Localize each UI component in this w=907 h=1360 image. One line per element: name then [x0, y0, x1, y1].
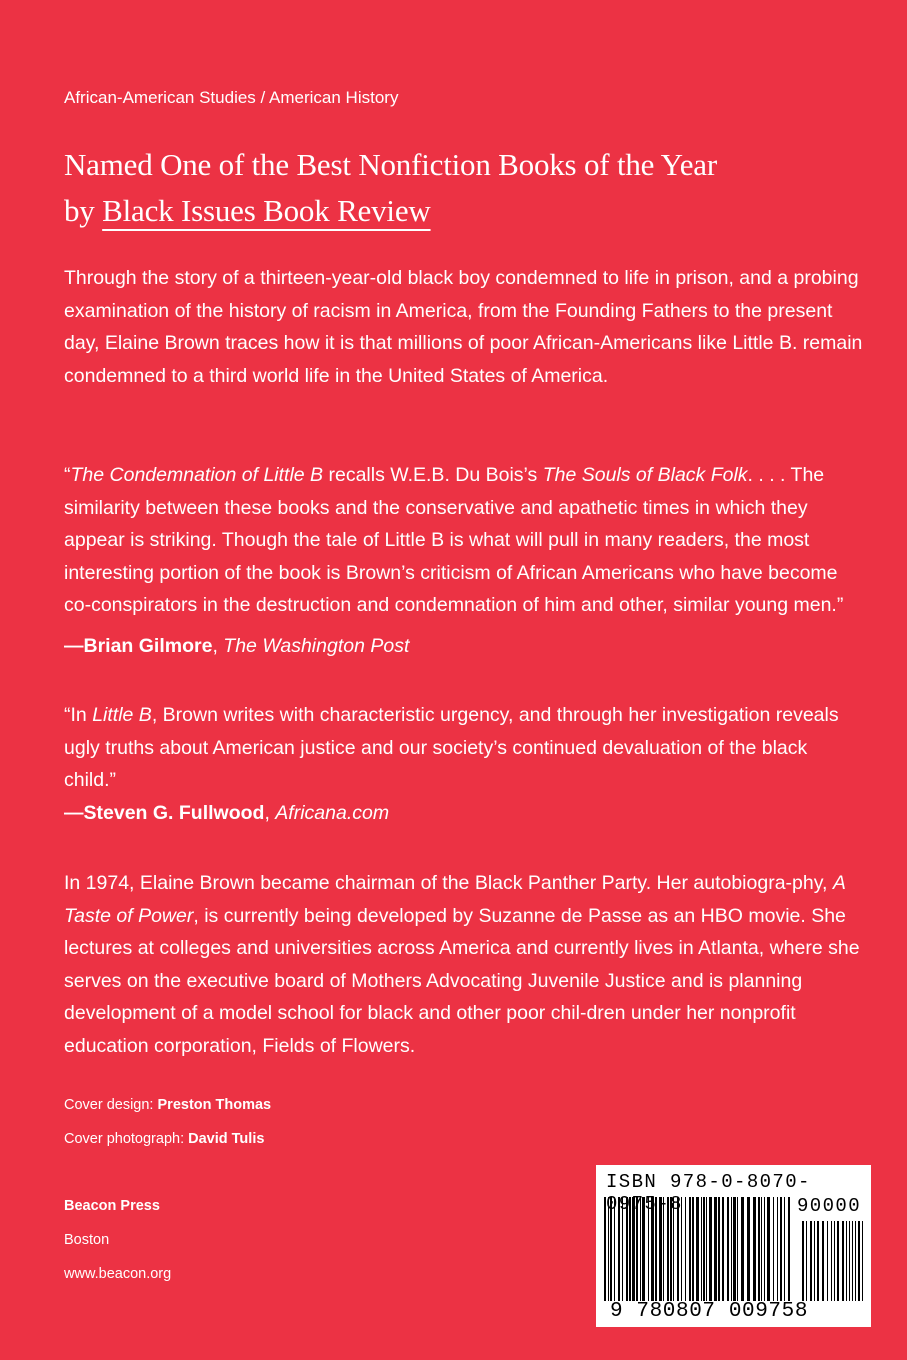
author-bio — [64, 867, 864, 1063]
addon-bar — [817, 1221, 819, 1301]
bio-title: A Taste of Power — [64, 872, 846, 927]
isbn-barcode — [596, 1165, 871, 1327]
price-code: 90000 — [796, 1195, 861, 1217]
cover-design-credit — [64, 1097, 271, 1113]
addon-bar — [810, 1221, 812, 1301]
addon-bar — [827, 1221, 828, 1301]
quote-1-rest: . . . . The similarity between these books and the conservative and apathetic times in which they appear is striking. Though the tale of Little B is what will pull in many readers, the most interesting portion of the book is Brown’s criticism of African Americans who have become co-conspirators in the destruction and condemnation of him and other, similar young men.” — [64, 464, 844, 617]
quote-1-author: —Brian Gilmore — [64, 635, 213, 657]
addon-bar — [849, 1221, 850, 1301]
publisher-url: www.beacon.org — [64, 1266, 172, 1282]
ean-digits: 9 780807 009758 — [610, 1300, 809, 1323]
quote-2-attribution: —Steven G. Fullwood, Africana.com — [64, 802, 390, 824]
headline-by: by — [64, 193, 103, 228]
addon-bar — [862, 1221, 863, 1301]
quote-2-source: Africana.com — [275, 802, 390, 824]
addon-bar — [842, 1221, 844, 1301]
quote-1-open: “ — [64, 464, 71, 486]
photo-name: David Tulis — [188, 1131, 265, 1147]
headline-line2 — [64, 188, 864, 234]
bio-rest: , is currently being developed by Suzanne de Passe as an HBO movie. She lectures at colleges and universities across America and currently lives in Atlanta, where she serves on the executive board of Mothers Advocating Juvenile Justice and is planning development of a model school for black and other poor chil-dren under her nonprofit education corporation, Fields of Flowers. — [64, 904, 860, 1057]
quote-1-attribution: —Brian Gilmore, The Washington Post — [64, 635, 410, 657]
quote-1 — [64, 459, 864, 622]
cover-photo-credit — [64, 1131, 264, 1147]
award-headline — [64, 142, 864, 234]
quote-2 — [64, 699, 864, 797]
addon-bar — [822, 1221, 824, 1301]
quote-1-mid: recalls W.E.B. Du Bois’s — [323, 464, 543, 486]
addon-bar — [837, 1221, 839, 1301]
addon-bar — [834, 1221, 835, 1301]
addon-bar — [814, 1221, 815, 1301]
addon-bar — [855, 1221, 856, 1301]
addon-bar — [802, 1221, 804, 1301]
quote-2-open: “In — [64, 704, 93, 726]
addon-bar — [852, 1221, 853, 1301]
addon-bar — [831, 1221, 832, 1301]
headline-line1: Named One of the Best Nonfiction Books of the Year — [64, 147, 717, 182]
isbn-label: ISBN 978-0-8070-0975-8 — [606, 1171, 811, 1215]
design-name: Preston Thomas — [157, 1097, 272, 1113]
quote-1-title1: The Condemnation of Little B — [70, 464, 324, 486]
addon-bar — [858, 1221, 860, 1301]
quote-2-author: —Steven G. Fullwood — [64, 802, 265, 824]
bio-start: In 1974, Elaine Brown became chairman of the Black Panther Party. Her autobiogra-phy, — [64, 872, 833, 894]
addon-bar — [846, 1221, 847, 1301]
design-label: Cover design: — [64, 1097, 158, 1113]
photo-label: Cover photograph: — [64, 1131, 189, 1147]
quote-2-rest: , Brown writes with characteristic urgency, and through her investigation reveals ugly truths about American justice and our society’s continued devaluation of the black child.” — [64, 704, 839, 792]
headline-source: Black Issues Book Review — [102, 193, 431, 228]
quote-1-title2: The Souls of Black Folk — [542, 464, 748, 486]
addon-bar — [806, 1221, 807, 1301]
publisher-city: Boston — [64, 1232, 110, 1248]
description-paragraph: Through the story of a thirteen-year-old black boy condemned to life in prison, and a probing examination of the history of racism in America, from the Founding Fathers to the present day, Elaine Brown traces how it is that millions of poor African-Americans like Little B. remain condemned to a third world life in the United States of America. — [64, 267, 863, 387]
quote-2-title: Little B — [92, 704, 152, 726]
quote-1-source: The Washington Post — [223, 635, 410, 657]
publisher-name: Beacon Press — [64, 1198, 160, 1214]
category-label: African-American Studies / American History — [64, 88, 399, 107]
